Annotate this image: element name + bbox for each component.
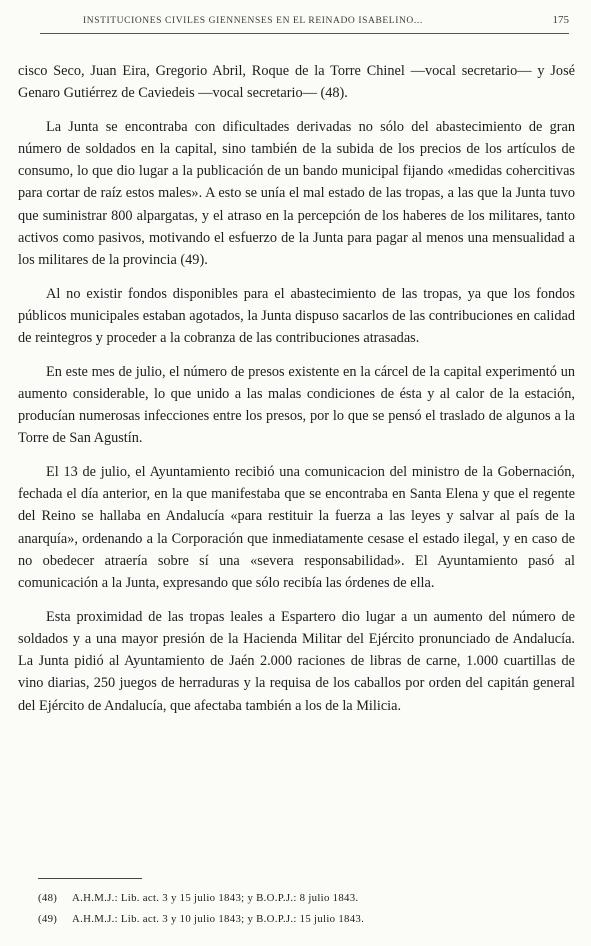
paragraph-continued: cisco Seco, Juan Eira, Gregorio Abril, Roque de la Torre Chinel —vocal secretario— y José Genaro Gutiérrez de Caviedeis —vocal secretario— (48). — [18, 63, 575, 102]
running-title: INSTITUCIONES CIVILES GIENNENSES EN EL REINADO ISABELINO... — [83, 16, 423, 26]
page-number: 175 — [552, 14, 569, 26]
footnote-rule — [38, 878, 142, 879]
paragraph: Al no existir fondos disponibles para el abastecimiento de las tropas, ya que los fondos públicos municipales estaban agotados, la Junta dispuso sacarlos de las contribuciones en calidad de reintegros y proceder a la cobranza de las contribuciones atrasadas. — [18, 285, 575, 347]
footnotes — [38, 888, 558, 930]
footnote-text: A.H.M.J.: Lib. act. 3 y 10 julio 1843; y B.O.P.J.: 15 julio 1843. — [72, 913, 365, 925]
footnote-49 — [38, 909, 558, 930]
footnote-number: (49) — [38, 913, 58, 925]
body-text — [18, 60, 575, 728]
footnote-48 — [38, 888, 558, 909]
paragraph: En este mes de julio, el número de presos existente en la cárcel de la capital experimentó un aumento considerable, lo que unido a las malas condiciones de ésta y al calor de la estación, producían numerosas infecciones entre los presos, por lo que se pensó el traslado de algunos a la Torre de San Agustín. — [18, 363, 575, 447]
page-header — [40, 12, 569, 32]
paragraph: La Junta se encontraba con dificultades derivadas no sólo del abastecimiento de gran número de soldados en la capital, sino también de la subida de los precios de los artículos de consumo, lo que dio lugar a la publicación de un bando municipal fijando «medidas cohercitivas para cortar de raíz estos males». A esto se unía el mal estado de las tropas, a las que la Junta tuvo que suministrar 800 alpargatas, y el atraso en la percepción de los haberes de los militares, tanto activos como pasivos, motivando el esfuerzo de la Junta para pagar al menos una mensualidad a los militares de la provincia (49). — [18, 118, 575, 269]
paragraph: El 13 de julio, el Ayuntamiento recibió una comunicacion del ministro de la Gobernación, fechada el día anterior, en la que manifestaba que se encontraba en Santa Elena y que el regente del Reino se hallaba en Andalucía «para restituir la fuerza a las leyes y salvar al país de la anarquía», ordenando a la Corporación que inmediatamente cesase el estado ilegal, y en caso de no obedecer atraería sobre sí una «severa responsabilidad». El Ayuntamiento pasó al comunicación a la Junta, expresando que sólo recibía las órdenes de ella. — [18, 463, 575, 592]
footnote-text: A.H.M.J.: Lib. act. 3 y 15 julio 1843; y B.O.P.J.: 8 julio 1843. — [72, 892, 359, 904]
footnote-number: (48) — [38, 892, 58, 904]
header-rule — [40, 33, 569, 34]
paragraph: Esta proximidad de las tropas leales a Espartero dio lugar a un aumento del número de soldados y a una mayor presión de la Hacienda Militar del Ejército pronunciado de Andalucía. La Junta pidió al Ayuntamiento de Jaén 2.000 raciones de libras de carne, 1.000 cuartillas de vino diarias, 250 juegos de herraduras y la requisa de los caballos por orden del capitán general del Ejército de Andalucía, que afectaba también a los de la Milicia. — [18, 608, 575, 714]
